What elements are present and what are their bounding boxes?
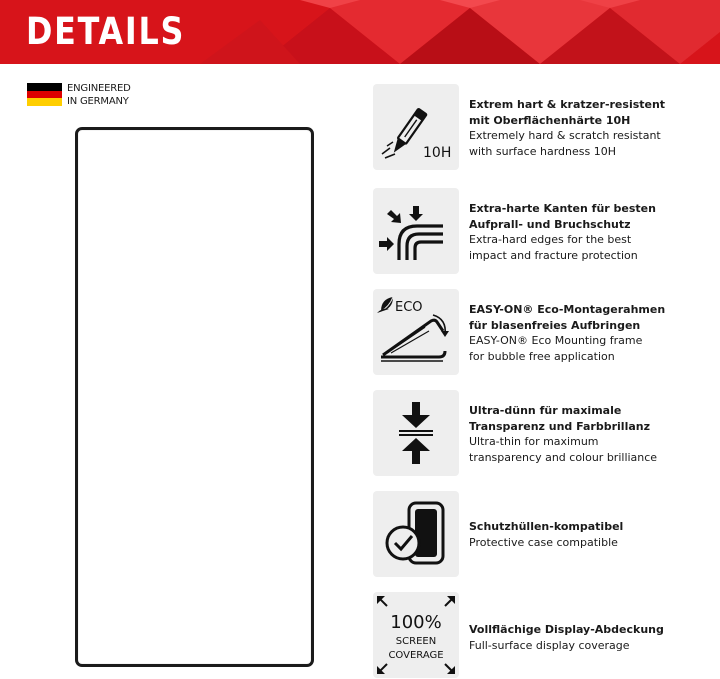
feature-easy-on bbox=[469, 302, 714, 364]
germany-flag-icon bbox=[27, 83, 62, 106]
feature-full-coverage-en-1: Full-surface display coverage bbox=[469, 638, 630, 652]
feature-case-compatible-de-1: Schutzhüllen-kompatibel bbox=[469, 520, 624, 533]
feature-hardness-en-1: Extremely hard & scratch resistant bbox=[469, 129, 661, 142]
feature-ultra-thin-de-2: Transparenz und Farbbrillanz bbox=[469, 419, 650, 433]
feature-edges bbox=[469, 201, 714, 263]
full-coverage-icon bbox=[373, 592, 459, 678]
feature-ultra-thin-en-1: Ultra-thin for maximum bbox=[469, 435, 599, 448]
feature-ultra-thin bbox=[469, 403, 714, 465]
feature-full-coverage bbox=[469, 622, 714, 653]
feature-easy-on-de-1: EASY-ON® Eco-Montagerahmen bbox=[469, 303, 666, 316]
icon-screen-text: SCREEN bbox=[395, 636, 437, 647]
feature-hardness-de-2: mit Oberflächenhärte 10H bbox=[469, 113, 631, 127]
feature-edges-de-2: Aufprall- und Bruchschutz bbox=[469, 217, 631, 231]
feature-ultra-thin-en-2: transparency and colour brilliance bbox=[469, 450, 658, 464]
feature-hardness-en-2: with surface hardness 10H bbox=[469, 144, 616, 158]
feature-edges-de-1: Extra-harte Kanten für besten bbox=[469, 202, 656, 215]
feature-hardness-de-1: Extrem hart & kratzer-resistent bbox=[469, 98, 666, 111]
feature-easy-on-de-2: für blasenfreies Aufbringen bbox=[469, 318, 641, 332]
header-banner bbox=[0, 0, 720, 64]
scalpel-10h-icon bbox=[373, 84, 459, 170]
feature-easy-on-en-1: EASY-ON® Eco Mounting frame bbox=[469, 334, 643, 347]
feature-easy-on-en-2: for bubble free application bbox=[469, 349, 615, 363]
feature-case-compatible bbox=[469, 519, 714, 550]
feature-ultra-thin-de-1: Ultra-dünn für maximale bbox=[469, 404, 622, 417]
feature-hardness bbox=[469, 97, 714, 159]
feature-full-coverage-de-1: Vollflächige Display-Abdeckung bbox=[469, 623, 664, 636]
case-compatible-check-icon bbox=[373, 491, 459, 577]
engineered-line-1: ENGINEERED bbox=[67, 83, 131, 94]
feature-edges-en-2: impact and fracture protection bbox=[469, 248, 638, 262]
engineered-line-2: IN GERMANY bbox=[67, 96, 129, 107]
icon-10h-text: 10H bbox=[423, 145, 452, 161]
icon-coverage-text: COVERAGE bbox=[388, 650, 444, 661]
icon-100-percent-text: 100% bbox=[390, 612, 442, 633]
banner-title: DETAILS bbox=[26, 10, 186, 53]
feature-case-compatible-en-1: Protective case compatible bbox=[469, 535, 618, 549]
eco-mounting-frame-icon bbox=[373, 289, 459, 375]
ultra-thin-arrows-icon bbox=[373, 390, 459, 476]
screen-protector-outline bbox=[75, 127, 314, 667]
icon-eco-text: ECO bbox=[395, 300, 423, 315]
hard-edge-icon bbox=[373, 188, 459, 274]
feature-edges-en-1: Extra-hard edges for the best bbox=[469, 233, 632, 246]
engineered-in-germany-label bbox=[67, 82, 131, 108]
